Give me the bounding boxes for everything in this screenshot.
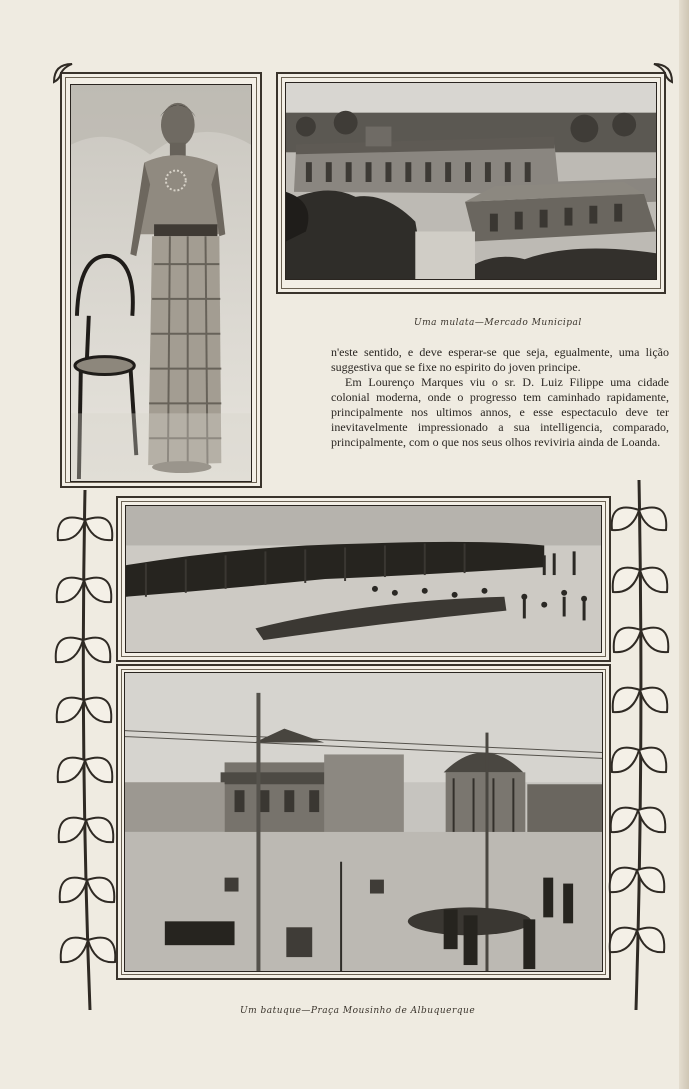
article-paragraph-2: Em Lourenço Marques viu o sr. D. Luiz Filippe uma cidade colonial moderna, onde o progresso tem caminhado rapidamente, principalmente nos ultimos annos, e esse espectaculo deve ter inevitavelmente impressionado a sua intelligencia, comparado, principalmente, com o que nos seus olhos reviviria ainda de Loanda. — [331, 375, 669, 449]
scroll-ornament-top-right — [652, 62, 674, 84]
batuque-photo — [125, 505, 602, 653]
caption-top: Uma mulata—Mercado Municipal — [414, 318, 582, 328]
laurel-ornament-right — [604, 480, 674, 1020]
laurel-ornament-left — [50, 490, 120, 1020]
scroll-ornament-top-left — [52, 62, 74, 84]
article-text — [331, 345, 669, 450]
praca-photo-mousinho-albuquerque — [124, 672, 603, 972]
article-paragraph-1: n'este sentido, e deve esperar-se que seja, egualmente, uma lição suggestiva que se fixe no espirito do joven principe. — [331, 345, 669, 374]
caption-bottom: Um batuque—Praça Mousinho de Albuquerque — [240, 1006, 476, 1016]
market-photo-mercado-municipal — [285, 82, 657, 280]
portrait-photo-mulata — [70, 84, 252, 482]
page-edge — [679, 0, 689, 1089]
